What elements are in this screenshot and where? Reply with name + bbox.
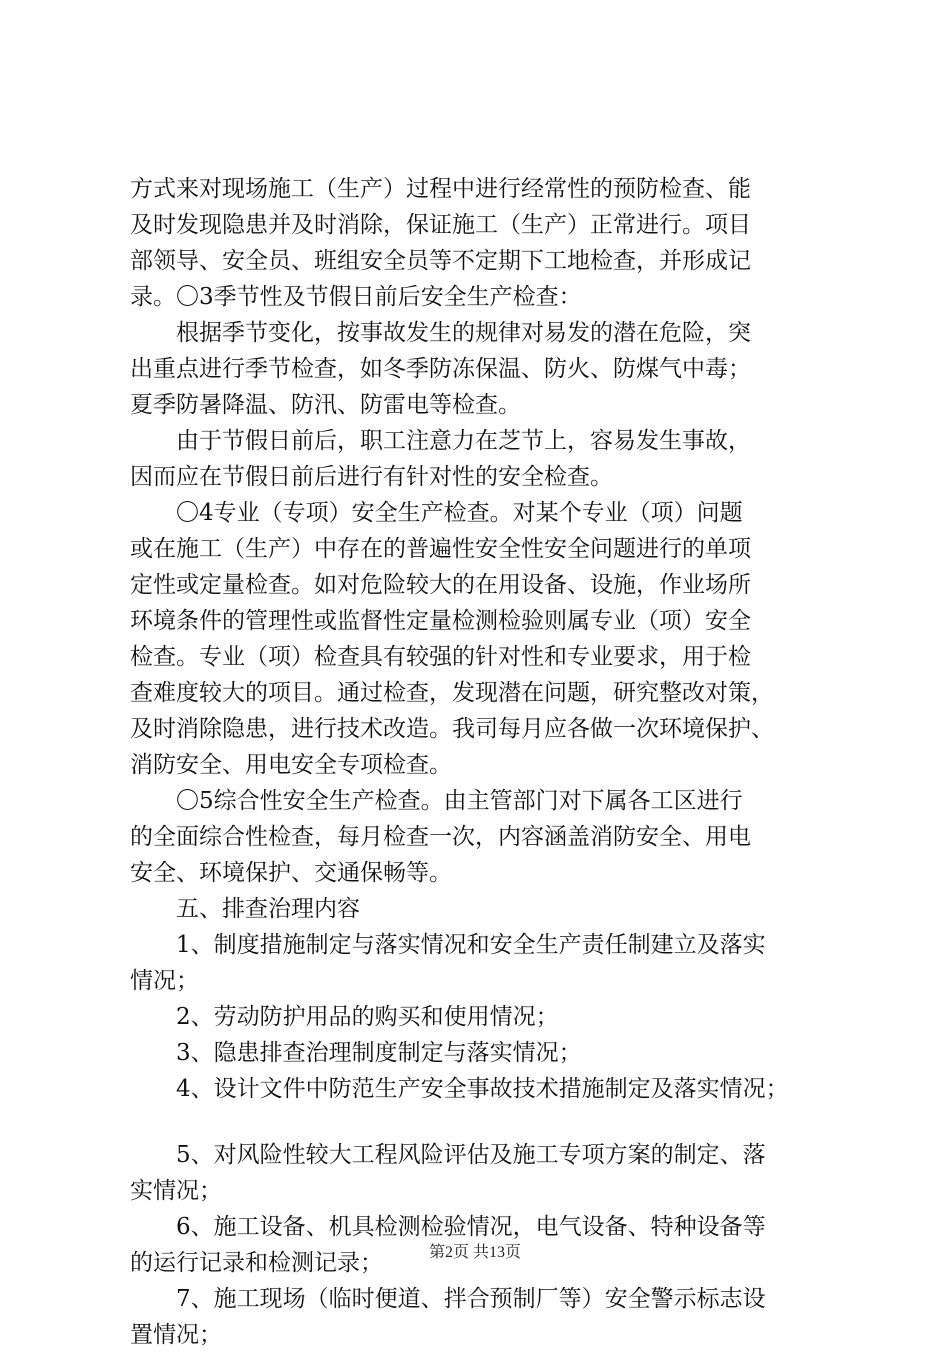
list-item: 6、施工设备、机具检测检验情况，电气设备、特种设备等 — [176, 1214, 766, 1240]
text-line: 根据季节变化，按事故发生的规律对易发的潜在危险，突 — [176, 320, 751, 346]
list-item: 2、劳动防护用品的购买和使用情况； — [176, 1004, 559, 1030]
list-item-continuation: 情况； — [130, 968, 199, 994]
text-line: 录。〇3季节性及节假日前后安全生产检查： — [130, 284, 582, 310]
text-line: 夏季防暑降温、防汛、防雷电等检查。 — [130, 392, 521, 418]
text-line: 由于节假日前后，职工注意力在芝节上，容易发生事故， — [176, 428, 751, 454]
list-item-continuation: 置情况； — [130, 1322, 222, 1348]
page-number: 第2页 共13页 — [428, 1244, 521, 1261]
text-line: 〇5综合性安全生产检查。由主管部门对下属各工区进行 — [176, 788, 743, 814]
text-line: 或在施工（生产）中存在的普遍性安全性安全问题进行的单项 — [130, 536, 751, 562]
text-line: 环境条件的管理性或监督性定量检测检验则属专业（项）安全 — [130, 608, 751, 634]
text-line: 安全、环境保护、交通保畅等。 — [130, 860, 452, 886]
text-line: 消防安全、用电安全专项检查。 — [130, 752, 452, 778]
list-item: 3、隐患排查治理制度制定与落实情况； — [176, 1040, 582, 1066]
list-item: 4、设计文件中防范生产安全事故技术措施制定及落实情况； — [176, 1076, 789, 1102]
section-heading: 五、排查治理内容 — [176, 896, 360, 922]
text-line: 因而应在节假日前后进行有针对性的安全检查。 — [130, 464, 613, 490]
text-line: 及时消除隐患，进行技术改造。我司每月应各做一次环境保护、 — [130, 716, 774, 742]
text-line: 定性或定量检查。如对危险较大的在用设备、设施，作业场所 — [130, 572, 751, 598]
text-line: 出重点进行季节检查，如冬季防冻保温、防火、防煤气中毒； — [130, 356, 751, 382]
text-line: 查难度较大的项目。通过检查，发现潜在问题，研究整改对策， — [130, 680, 774, 706]
list-item: 5、对风险性较大工程风险评估及施工专项方案的制定、落 — [176, 1142, 766, 1168]
list-item: 1、制度措施制定与落实情况和安全生产责任制建立及落实 — [176, 932, 766, 958]
text-line: 方式来对现场施工（生产）过程中进行经常性的预防检查、能 — [130, 176, 751, 202]
list-item: 7、施工现场（临时便道、拌合预制厂等）安全警示标志设 — [176, 1286, 766, 1312]
list-item-continuation: 实情况； — [130, 1178, 222, 1204]
text-line: 部领导、安全员、班组安全员等不定期下工地检查，并形成记 — [130, 248, 751, 274]
text-line: 的全面综合性检查，每月检查一次，内容涵盖消防安全、用电 — [130, 824, 751, 850]
list-item-continuation: 的运行记录和检测记录； — [130, 1250, 383, 1276]
text-line: 及时发现隐患并及时消除，保证施工（生产）正常进行。项目 — [130, 212, 751, 238]
text-line: 〇4专业（专项）安全生产检查。对某个专业（项）问题 — [176, 500, 743, 526]
text-line: 检查。专业（项）检查具有较强的针对性和专业要求，用于检 — [130, 644, 751, 670]
page-footer — [0, 1242, 950, 1264]
